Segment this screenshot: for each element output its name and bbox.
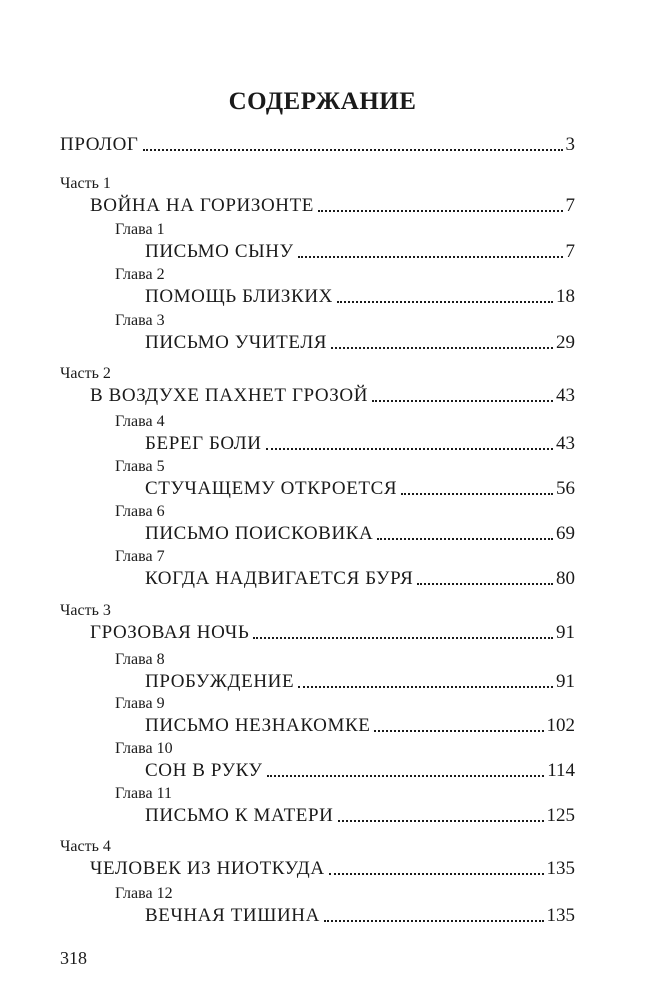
chapter-label: Глава 2 bbox=[115, 266, 165, 283]
leader-dots bbox=[331, 346, 553, 349]
toc-entry-part bbox=[90, 857, 575, 881]
toc-entry-title: ЧЕЛОВЕК ИЗ НИОТКУДА bbox=[90, 858, 325, 879]
leader-dots bbox=[318, 209, 563, 212]
chapter-label: Глава 10 bbox=[115, 740, 173, 757]
chapter-label: Глава 11 bbox=[115, 785, 172, 802]
leader-dots bbox=[298, 685, 553, 688]
part-label: Часть 1 bbox=[60, 175, 111, 192]
part-label: Часть 4 bbox=[60, 838, 111, 855]
leader-dots bbox=[401, 492, 553, 495]
page-number: 318 bbox=[60, 948, 87, 968]
chapter-label: Глава 6 bbox=[115, 503, 165, 520]
toc-entry-chapter bbox=[145, 240, 575, 264]
toc-entry-chapter bbox=[145, 804, 575, 828]
toc-entry-title: ПИСЬМО К МАТЕРИ bbox=[145, 805, 334, 826]
leader-dots bbox=[253, 636, 553, 639]
part-label: Часть 3 bbox=[60, 602, 111, 619]
toc-entry-page: 114 bbox=[547, 760, 575, 781]
leader-dots bbox=[329, 872, 544, 875]
toc-entry-page: 18 bbox=[556, 286, 575, 307]
toc-entry-part bbox=[90, 621, 575, 645]
toc-entry-chapter bbox=[145, 904, 575, 928]
toc-entry-chapter bbox=[145, 477, 575, 501]
part-label: Часть 2 bbox=[60, 365, 111, 382]
leader-dots bbox=[417, 582, 553, 585]
leader-dots bbox=[266, 447, 553, 450]
toc-entry-chapter bbox=[145, 432, 575, 456]
toc-entry-page: 3 bbox=[565, 134, 575, 155]
leader-dots bbox=[374, 729, 543, 732]
toc-entry-prologue bbox=[60, 133, 575, 157]
toc-entry-title: СТУЧАЩЕМУ ОТКРОЕТСЯ bbox=[145, 478, 398, 499]
toc-entry-title: ПИСЬМО УЧИТЕЛЯ bbox=[145, 332, 328, 353]
toc-entry-title: СОН В РУКУ bbox=[145, 760, 263, 781]
chapter-label: Глава 12 bbox=[115, 885, 173, 902]
leader-dots bbox=[377, 537, 553, 540]
toc-entry-title: ПРОЛОГ bbox=[60, 134, 139, 155]
toc-entry-title: ВЕЧНАЯ ТИШИНА bbox=[145, 905, 320, 926]
toc-entry-page: 69 bbox=[556, 523, 575, 544]
toc-entry-chapter bbox=[145, 522, 575, 546]
toc-entry-part bbox=[90, 194, 575, 218]
chapter-label: Глава 1 bbox=[115, 221, 165, 238]
chapter-label: Глава 8 bbox=[115, 651, 165, 668]
leader-dots bbox=[337, 300, 553, 303]
toc-entry-page: 135 bbox=[546, 858, 575, 879]
toc-entry-title: ПИСЬМО ПОИСКОВИКА bbox=[145, 523, 374, 544]
toc-entry-chapter bbox=[145, 670, 575, 694]
leader-dots bbox=[324, 919, 544, 922]
leader-dots bbox=[143, 148, 563, 151]
toc-entry-title: В ВОЗДУХЕ ПАХНЕТ ГРОЗОЙ bbox=[90, 385, 369, 406]
page-title: СОДЕРЖАНИЕ bbox=[228, 88, 417, 115]
chapter-label: Глава 9 bbox=[115, 695, 165, 712]
leader-dots bbox=[372, 399, 553, 402]
chapter-label: Глава 3 bbox=[115, 312, 165, 329]
chapter-label: Глава 7 bbox=[115, 548, 165, 565]
toc-entry-page: 43 bbox=[556, 385, 575, 406]
toc-entry-chapter bbox=[145, 714, 575, 738]
toc-entry-chapter bbox=[145, 331, 575, 355]
chapter-label: Глава 4 bbox=[115, 413, 165, 430]
toc-entry-part bbox=[90, 384, 575, 408]
toc-entry-chapter bbox=[145, 567, 575, 591]
toc-entry-title: КОГДА НАДВИГАЕТСЯ БУРЯ bbox=[145, 568, 414, 589]
toc-entry-title: ПОМОЩЬ БЛИЗКИХ bbox=[145, 286, 333, 307]
toc-entry-chapter bbox=[145, 759, 575, 783]
toc-entry-title: ПИСЬМО СЫНУ bbox=[145, 241, 294, 262]
toc-entry-page: 125 bbox=[546, 805, 575, 826]
toc-entry-title: ПРОБУЖДЕНИЕ bbox=[145, 671, 295, 692]
toc-entry-page: 29 bbox=[556, 332, 575, 353]
leader-dots bbox=[267, 774, 545, 777]
toc-entry-page: 7 bbox=[565, 241, 575, 262]
leader-dots bbox=[338, 819, 544, 822]
chapter-label: Глава 5 bbox=[115, 458, 165, 475]
leader-dots bbox=[298, 255, 563, 258]
toc-entry-page: 7 bbox=[565, 195, 575, 216]
toc-entry-page: 91 bbox=[556, 671, 575, 692]
toc-entry-chapter bbox=[145, 285, 575, 309]
toc-entry-page: 102 bbox=[546, 715, 575, 736]
toc-entry-page: 135 bbox=[546, 905, 575, 926]
toc-entry-title: ПИСЬМО НЕЗНАКОМКЕ bbox=[145, 715, 371, 736]
toc-entry-title: ГРОЗОВАЯ НОЧЬ bbox=[90, 622, 250, 643]
toc-entry-page: 43 bbox=[556, 433, 575, 454]
toc-entry-title: БЕРЕГ БОЛИ bbox=[145, 433, 262, 454]
toc-entry-page: 56 bbox=[556, 478, 575, 499]
toc-entry-page: 91 bbox=[556, 622, 575, 643]
toc-entry-title: ВОЙНА НА ГОРИЗОНТЕ bbox=[90, 195, 314, 216]
toc-entry-page: 80 bbox=[556, 568, 575, 589]
